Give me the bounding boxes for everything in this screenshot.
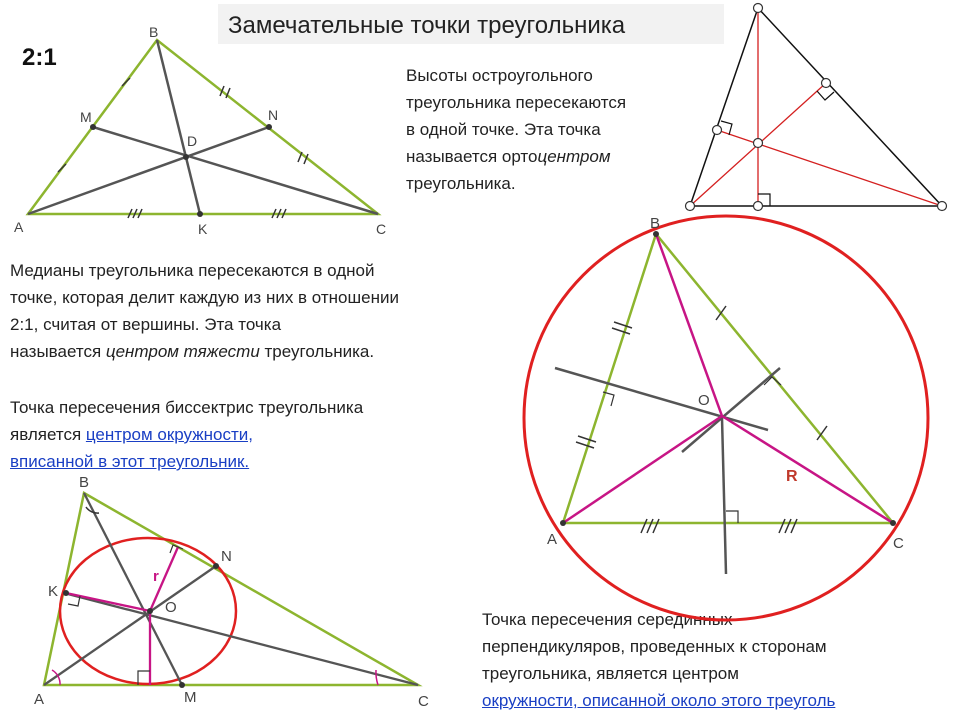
point-d xyxy=(183,154,189,160)
orthocenter-text-part: называется орто xyxy=(406,147,538,166)
incircle-link[interactable]: вписанной в этот треугольник. xyxy=(10,452,250,471)
label-r: R xyxy=(786,468,798,485)
incenter-point xyxy=(147,608,153,614)
incircle-figure xyxy=(34,474,429,710)
label-r: r xyxy=(153,568,159,585)
circum-line: Точка пересечения серединных xyxy=(482,610,733,629)
foot-point xyxy=(754,202,763,211)
point-m xyxy=(179,682,185,688)
vertex-point xyxy=(754,4,763,13)
tick-mark xyxy=(641,519,659,533)
point-k xyxy=(197,211,203,217)
label-b: B xyxy=(79,474,90,491)
label-b: B xyxy=(650,215,661,232)
perpendicular-bisector xyxy=(555,368,768,430)
point-k xyxy=(63,590,69,596)
ratio-label: 2:1 xyxy=(22,44,57,71)
point-n xyxy=(213,563,219,569)
vertex-point xyxy=(890,520,896,526)
incircle-link[interactable]: центром окружности, xyxy=(85,425,253,444)
label-k: K xyxy=(48,583,59,600)
foot-point xyxy=(713,126,722,135)
label-a: A xyxy=(547,531,558,548)
label-m: M xyxy=(184,689,197,706)
label-n: N xyxy=(221,548,232,565)
circum-line: перпендикуляров, проведенных к сторонам xyxy=(482,637,827,656)
label-n: N xyxy=(268,107,279,123)
median-line: 2:1, считая от вершины. Эта точка xyxy=(10,315,282,334)
tick-mark xyxy=(272,209,286,218)
slide-title: Замечательные точки треугольника xyxy=(218,4,724,44)
orthocenter-line: треугольника пересекаются xyxy=(406,93,627,112)
circumradius xyxy=(722,416,893,523)
tick-mark xyxy=(576,436,596,448)
orthocenter-point xyxy=(754,139,763,148)
circumradius xyxy=(656,234,722,416)
median-line: Медианы треугольника пересекаются в одной xyxy=(10,261,375,280)
orthocenter-line: Высоты остроугольного xyxy=(406,66,593,85)
foot-point xyxy=(822,79,831,88)
label-a: A xyxy=(34,691,45,708)
orthocenter-line: треугольника. xyxy=(406,174,516,193)
circumcircle-figure xyxy=(524,215,928,620)
label-o: O xyxy=(698,392,710,409)
vertex-point xyxy=(560,520,566,526)
median-line: точке, которая делит каждую из них в отношении xyxy=(10,288,399,307)
orthocenter-figure xyxy=(686,4,947,211)
bisector-line: Точка пересечения биссектрис треугольника xyxy=(10,398,364,417)
vertex-point xyxy=(686,202,695,211)
bisector-line xyxy=(64,593,418,685)
label-a: A xyxy=(14,219,24,235)
tick-mark xyxy=(128,209,142,218)
circumcircle-link[interactable]: окружности, описанной около этого треуголь xyxy=(482,691,836,710)
median-figure xyxy=(14,24,386,237)
vertex-point xyxy=(938,202,947,211)
label-o: O xyxy=(165,599,177,616)
bisector-text-part: является xyxy=(10,425,86,444)
median-text-part: называется xyxy=(10,342,106,361)
perpendicular-bisector xyxy=(722,418,726,574)
median-triangle xyxy=(28,40,378,214)
orthocenter-triangle xyxy=(690,8,942,206)
label-c: C xyxy=(893,535,904,552)
label-c: C xyxy=(376,221,387,237)
circumradius xyxy=(563,416,722,523)
tick-mark xyxy=(122,78,130,86)
label-b: B xyxy=(149,24,159,40)
label-k: K xyxy=(198,221,208,237)
circum-line: треугольника, является центром xyxy=(482,664,739,683)
point-n xyxy=(266,124,272,130)
median-text-part: треугольника. xyxy=(259,342,375,361)
angle-arc xyxy=(376,670,378,685)
orthocenter-line: в одной точке. Эта точка xyxy=(406,120,601,139)
median-line-b xyxy=(157,40,200,214)
tick-mark xyxy=(58,164,66,172)
circum-triangle xyxy=(563,234,893,523)
orthocenter-term: центром xyxy=(537,147,611,166)
right-angle-mark xyxy=(726,511,738,523)
median-term: центром тяжести xyxy=(105,342,260,361)
tick-mark xyxy=(612,322,632,334)
label-d: D xyxy=(187,133,198,149)
right-angle-mark xyxy=(817,91,834,100)
altitude-line xyxy=(717,130,942,206)
label-m: M xyxy=(80,109,92,125)
tick-mark xyxy=(779,519,797,533)
label-c: C xyxy=(418,693,429,710)
